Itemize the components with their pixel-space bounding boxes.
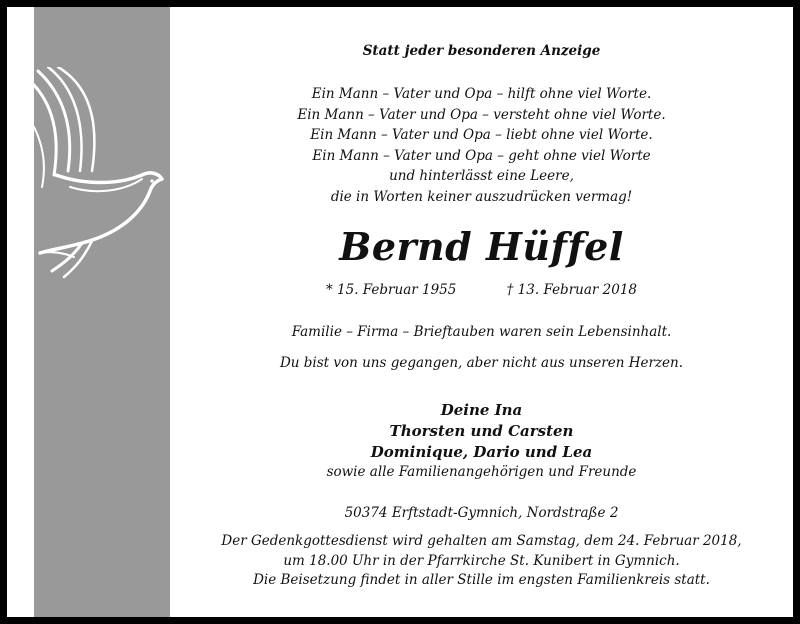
deceased-name: Bernd Hüffel bbox=[339, 224, 624, 269]
poem-line: Ein Mann – Vater und Opa – geht ohne viel Worte bbox=[312, 147, 651, 164]
heart-text: Du bist von uns gegangen, aber nicht aus unseren Herzen. bbox=[279, 355, 684, 371]
poem bbox=[170, 84, 793, 207]
poem-line: Ein Mann – Vater und Opa – hilft ohne viel Worte. bbox=[311, 86, 652, 102]
poem-line: die in Worten keiner auszudrücken vermag! bbox=[330, 188, 633, 205]
service-line: Der Gedenkgottesdienst wird gehalten am Samstag, dem 24. Februar 2018, bbox=[221, 533, 742, 549]
life-dates bbox=[170, 282, 793, 298]
poem-line: Ein Mann – Vater und Opa – liebt ohne viel Worte. bbox=[310, 127, 653, 143]
mourners bbox=[170, 400, 793, 463]
passion-text: Familie – Firma – Brieftauben waren sein Lebensinhalt. bbox=[291, 324, 672, 340]
service-info bbox=[170, 532, 793, 591]
dove-icon bbox=[34, 67, 170, 307]
mourner-line: Thorsten und Carsten bbox=[389, 422, 574, 440]
relatives-text: sowie alle Familienangehörigen und Freunde bbox=[326, 464, 637, 480]
address: 50374 Erftstadt-Gymnich, Nordstraße 2 bbox=[344, 505, 619, 521]
mourner-line: Dominique, Dario und Lea bbox=[370, 443, 593, 461]
mourner-line: Deine Ina bbox=[440, 401, 523, 419]
poem-line: und hinterlässt eine Leere, bbox=[389, 168, 574, 184]
death-date: † 13. Februar 2018 bbox=[506, 282, 637, 298]
notice-content bbox=[170, 7, 793, 617]
service-line: Die Beisetzung findet in aller Stille im engsten Familienkreis statt. bbox=[253, 572, 710, 588]
notice-header: Statt jeder besonderen Anzeige bbox=[362, 43, 601, 59]
side-band bbox=[34, 7, 170, 617]
service-line: um 18.00 Uhr in der Pfarrkirche St. Kunibert in Gymnich. bbox=[283, 552, 680, 569]
poem-line: Ein Mann – Vater und Opa – versteht ohne viel Worte. bbox=[297, 106, 666, 123]
birth-date: * 15. Februar 1955 bbox=[325, 282, 457, 298]
